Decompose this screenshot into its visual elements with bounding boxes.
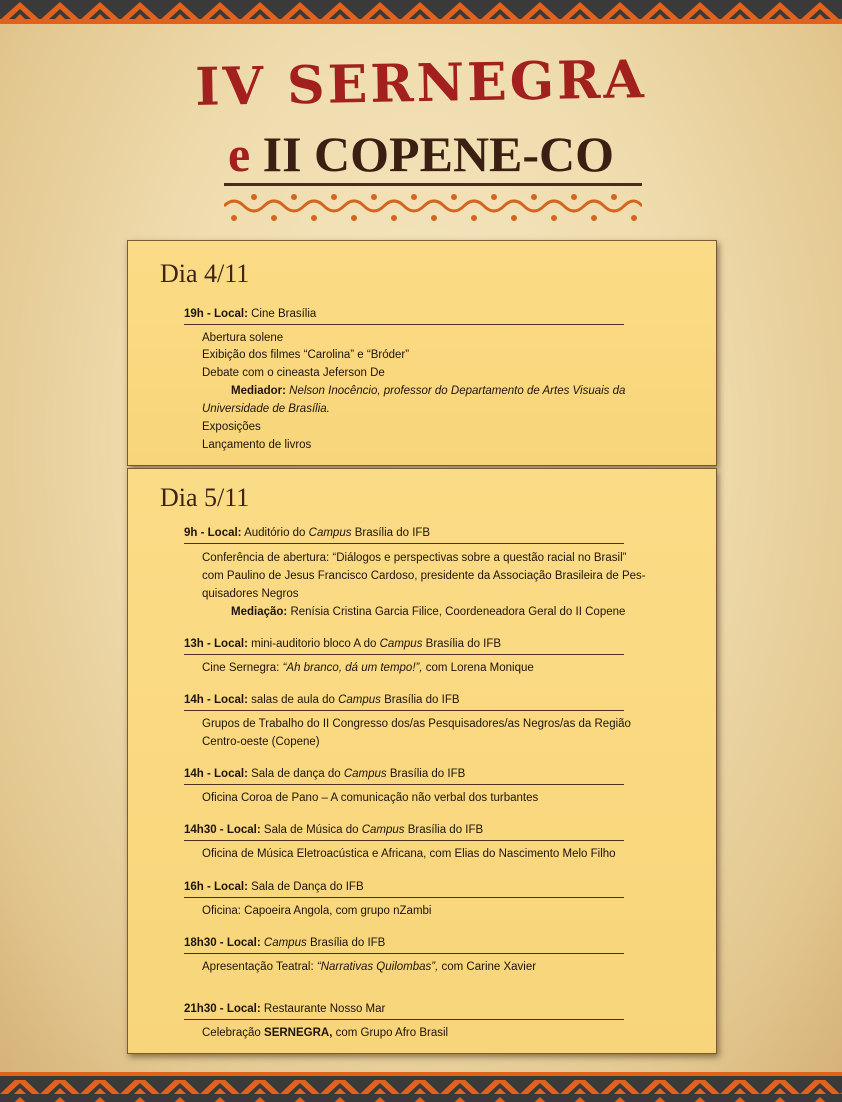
slot-19h-header: [184, 307, 624, 325]
slot-place-campus: Campus: [361, 824, 405, 836]
wave-ornament: [224, 194, 642, 224]
celebration-item: [202, 1025, 448, 1042]
workshop-item: Oficina: Capoeira Angola, com grupo nZambi: [202, 905, 432, 917]
slot-18h30-header: [184, 936, 624, 954]
film-title: “Ah branco, dá um tempo!”,: [282, 662, 423, 674]
slot-place: Sala de Dança do IFB: [251, 881, 364, 893]
slot-place-campus: Campus: [379, 638, 423, 650]
opening-conference: [202, 549, 646, 603]
item-text: Cine Sernegra:: [202, 662, 280, 674]
mediator-text-cont: Universidade de Brasília.: [202, 403, 330, 415]
top-decorative-border: [0, 0, 842, 24]
slot-time: 18h30 - Local:: [184, 937, 261, 949]
slot-14h-dance-header: [184, 767, 624, 785]
slot-time: 14h - Local:: [184, 694, 248, 706]
slot-time: 13h - Local:: [184, 638, 248, 650]
theater-item: [202, 959, 536, 976]
slot-16h-header: [184, 880, 624, 898]
play-title: “Narrativas Quilombas”,: [316, 961, 439, 973]
workshop-item: Oficina de Música Eletroacústica e Africana, com Elias do Nascimento Melo Filho: [202, 848, 616, 860]
item-text: Celebração: [202, 1027, 261, 1039]
schedule-item: Exibição dos filmes “Carolina” e “Bróder”: [202, 349, 410, 361]
working-groups-line: Grupos de Trabalho do II Congresso dos/as Pesquisadores/as Negros/as da Região: [202, 718, 631, 730]
title-connector: e: [227, 126, 251, 182]
slot-place: Restaurante Nosso Mar: [263, 1003, 386, 1015]
cine-sernegra-item: [202, 660, 534, 677]
mediation-label: Mediação:: [231, 606, 288, 618]
title-underline: [224, 183, 642, 186]
day-5-title: Dia 5/11: [160, 483, 250, 512]
slot-place: Sala de dança do: [251, 768, 341, 780]
slot-time: 19h - Local:: [184, 308, 248, 320]
slot-place-rest: Brasília do IFB: [389, 768, 466, 780]
mediator-label: Mediador:: [231, 385, 286, 397]
slot-place: salas de aula do: [251, 694, 335, 706]
day-4-panel: [127, 240, 717, 466]
slot-21h30-header: [184, 1002, 624, 1020]
item-text: com Carine Xavier: [441, 961, 537, 973]
slot-time: 9h - Local:: [184, 527, 242, 539]
slot-place-rest: Brasília do IFB: [354, 527, 431, 539]
schedule-item: Debate com o cineasta Jeferson De: [202, 367, 385, 379]
workshop-item: Oficina Coroa de Pano – A comunicação não verbal dos turbantes: [202, 792, 539, 804]
slot-place-campus: Campus: [343, 768, 387, 780]
event-title-sernegra: IV SERNEGRA: [194, 49, 648, 118]
schedule-item: Exposições: [202, 421, 261, 433]
slot-time: 14h - Local:: [184, 768, 248, 780]
slot-place: mini-auditorio bloco A do: [251, 638, 377, 650]
mediator-line: [231, 383, 625, 400]
slot-13h-header: [184, 637, 624, 655]
slot-time: 16h - Local:: [184, 881, 248, 893]
slot-time: 21h30 - Local:: [184, 1003, 261, 1015]
slot-14h-header: [184, 693, 624, 711]
slot-place-rest: Brasília do IFB: [425, 638, 502, 650]
conference-line: quisadores Negros: [202, 588, 299, 600]
slot-place-campus: Campus: [263, 937, 307, 949]
item-text: Apresentação Teatral:: [202, 961, 314, 973]
slot-place: Auditório do: [244, 527, 306, 539]
mediation-text: Renísia Cristina Garcia Filice, Coordeneadora Geral do II Copene: [290, 606, 626, 618]
event-title-copene: [0, 124, 842, 184]
slot-9h-header: [184, 526, 624, 544]
day-5-panel: [127, 468, 717, 1054]
slot-time: 14h30 - Local:: [184, 824, 261, 836]
bottom-decorative-border: [0, 1072, 842, 1102]
slot-place-rest: Brasília do IFB: [309, 937, 386, 949]
conference-line: com Paulino de Jesus Francisco Cardoso, presidente da Associação Brasileira de Pes-: [202, 570, 646, 582]
zigzag-pattern-top: [0, 0, 842, 24]
slot-14h30-header: [184, 823, 624, 841]
mediation-line: [231, 604, 625, 621]
mediator-text: Nelson Inocêncio, professor do Departamento de Artes Visuais da: [289, 385, 626, 397]
zigzag-pattern-bottom: [0, 1072, 842, 1102]
schedule-item: Abertura solene: [202, 332, 284, 344]
slot-place: Cine Brasília: [251, 308, 317, 320]
slot-place: Sala de Música do: [263, 824, 359, 836]
slot-place-rest: Brasília do IFB: [407, 824, 484, 836]
day-4-title: Dia 4/11: [160, 259, 250, 288]
conference-line: Conferência de abertura: “Diálogos e perspectivas sobre a questão racial no Brasil”: [202, 552, 627, 564]
working-groups-line: Centro-oeste (Copene): [202, 736, 320, 748]
slot-place-campus: Campus: [308, 527, 352, 539]
slot-place-rest: Brasília do IFB: [384, 694, 460, 706]
schedule-item: Lançamento de livros: [202, 439, 312, 451]
item-text: com Lorena Monique: [425, 662, 534, 674]
sernegra-label: SERNEGRA,: [264, 1027, 333, 1039]
title-copene-text: II COPENE-CO: [262, 126, 615, 182]
item-text: com Grupo Afro Brasil: [335, 1027, 449, 1039]
slot-place-campus: Campus: [338, 694, 381, 706]
